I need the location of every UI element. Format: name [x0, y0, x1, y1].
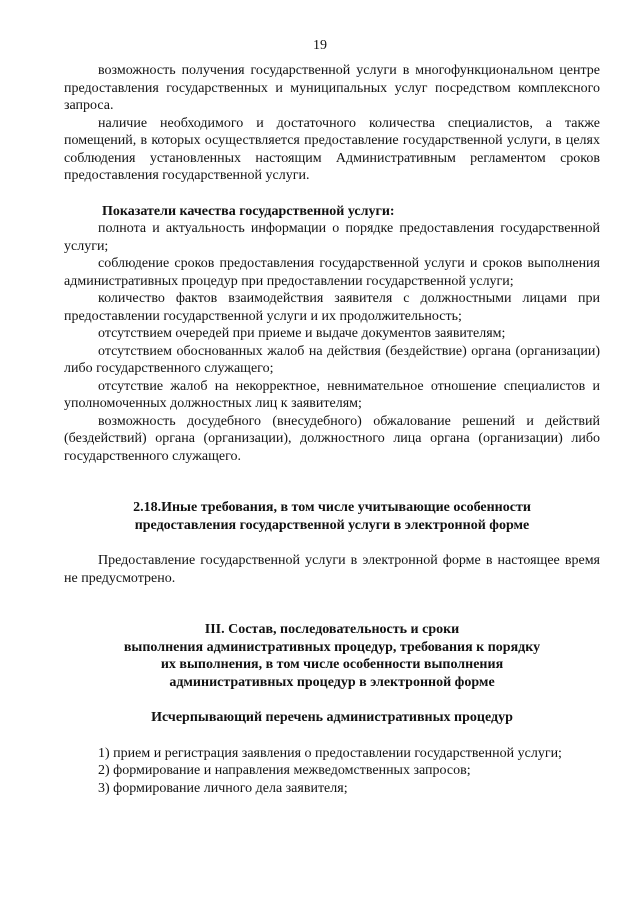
quality-item: отсутствием обоснованных жалоб на действия (бездействие) органа (организации) либо государственного служащего; — [64, 343, 600, 376]
page-number: 19 — [313, 38, 327, 53]
paragraph-specialists: наличие необходимого и достаточного количества специалистов, а также помещений, в которых осуществляется предоставление государственной услуги, в целях соблюдения установленных настоящим Административным регламентом сроков предоставления государственной услуги. — [64, 115, 600, 183]
procedure-item: 1) прием и регистрация заявления о предоставлении государственной услуги; — [98, 745, 562, 761]
section-3-title-line: административных процедур в электронной форме — [169, 674, 495, 690]
quality-item: отсутствием очередей при приеме и выдаче документов заявителям; — [98, 326, 506, 341]
quality-item: возможность досудебного (внесудебного) обжалование решений и действий (бездействий) органа (организации), должностного лица органа (организации) либо государственного служащего. — [64, 413, 600, 464]
paragraph-mfc-access: возможность получения государственной услуги в многофункциональном центре предоставления государственных и муниципальных услуг посредством комплексного запроса. — [64, 63, 600, 113]
quality-item: количество фактов взаимодействия заявителя с должностными лицами при предоставлении государственной услуги и их продолжительность; — [64, 291, 600, 324]
quality-item: полнота и актуальность информации о порядке предоставления государственной услуги; — [64, 221, 600, 254]
procedures-subheading: Исчерпывающий перечень административных процедур — [151, 710, 513, 725]
quality-heading: Показатели качества государственной услуги: — [102, 203, 395, 219]
procedure-item: 2) формирование и направления межведомственных запросов; — [98, 763, 471, 778]
section-2-18-title-line2: предоставления государственной услуги в электронной форме — [134, 517, 530, 533]
section-3-title-line: III. Состав, последовательность и сроки — [204, 622, 460, 637]
section-3-title-line: выполнения административных процедур, требования к порядку — [123, 639, 541, 655]
section-2-18-text: Предоставление государственной услуги в электронной форме в настоящее время не предусмотрено. — [64, 553, 600, 586]
section-3-title-line: их выполнения, в том числе особенности выполнения — [160, 657, 504, 672]
procedures-list — [64, 745, 600, 798]
quality-item: соблюдение сроков предоставления государственной услуги и сроков выполнения административных процедур при предоставлении государственной услуги; — [64, 256, 600, 289]
document-body — [64, 62, 600, 797]
quality-item: отсутствие жалоб на некорректное, невнимательное отношение специалистов и уполномоченных должностных лиц к заявителям; — [64, 378, 600, 411]
section-2-18-title-line1: 2.18.Иные требования, в том числе учитывающие особенности — [133, 500, 531, 515]
procedure-item: 3) формирование личного дела заявителя; — [98, 780, 348, 796]
